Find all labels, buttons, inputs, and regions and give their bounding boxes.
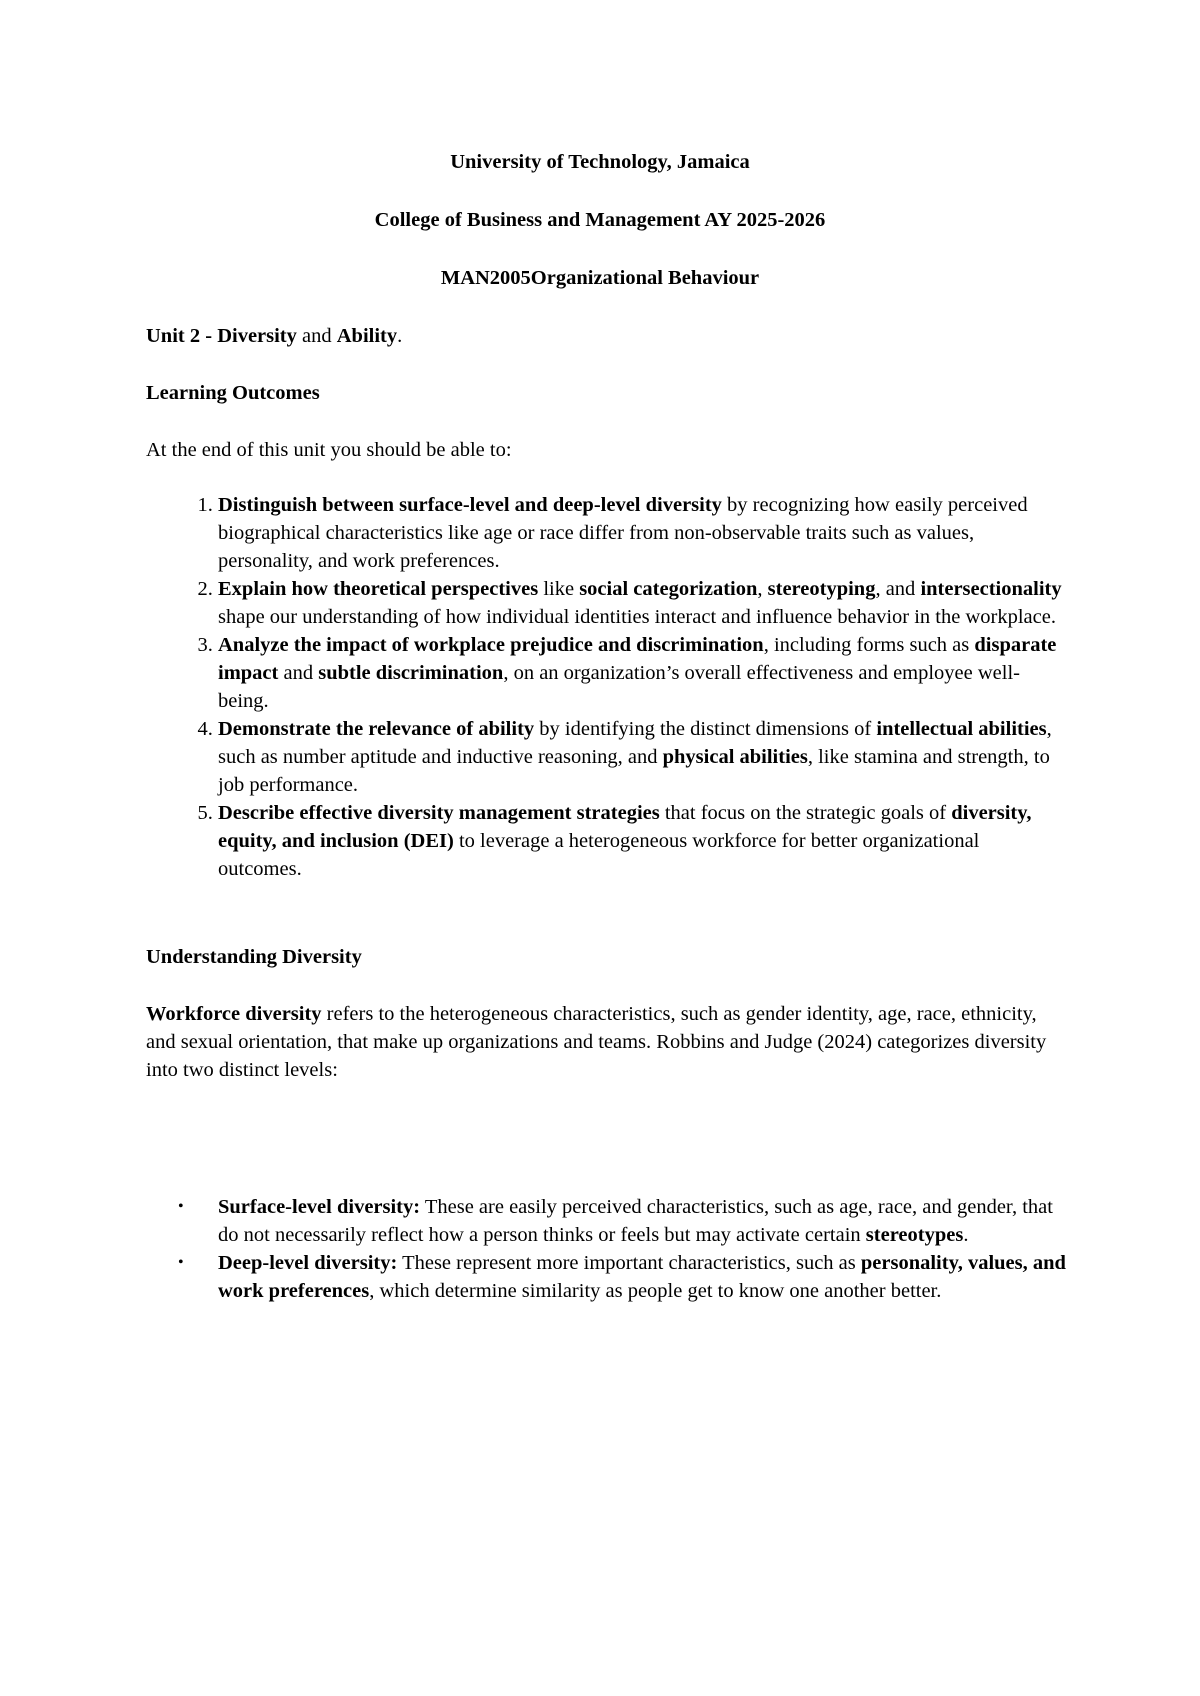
learning-outcomes-list [146,491,1066,883]
outcome-bold: intellectual abilities [876,718,1047,740]
paragraph-bold: Workforce diversity [146,1003,322,1025]
outcome-text: , [757,578,768,600]
unit-diversity: Diversity [217,325,297,347]
learning-outcomes-intro: At the end of this unit you should be able to: [146,439,512,461]
outcome-text: , on an organization’s overall effectiveness and employee well-being. [218,662,1020,712]
paragraph-text: refers to the heterogeneous characteristics, such as gender identity, age, race, ethnicity, and sexual orientation, that make up organizations and teams. Robbins and Judge (2024) categorizes diversity into two distinct levels: [146,1003,1047,1081]
outcome-text: and [278,662,319,684]
understanding-diversity-heading: Understanding Diversity [146,946,362,968]
outcome-bold: Analyze the impact of workplace prejudice and discrimination [218,634,764,656]
outcome-bold: Describe effective diversity management strategies [218,802,660,824]
unit-prefix: Unit 2 - [146,325,218,347]
college-title: College of Business and Management AY 2025-2026 [374,209,826,231]
outcome-bold: subtle discrimination [318,662,504,684]
outcome-text: that focus on the strategic goals of [659,802,952,824]
level-text: . [963,1224,969,1246]
outcome-bold: stereotyping [767,578,876,600]
outcome-item [218,631,1066,715]
outcome-bold: physical abilities [662,746,808,768]
outcome-text: by recognizing how easily perceived biographical characteristics like age or race differ from non-observable traits such as values, personality, and work preferences. [218,494,1028,572]
outcome-text: like [538,578,580,600]
level-bold: personality, values, and work preferences [218,1252,1066,1302]
outcome-bold: Distinguish between surface-level and deep-level diversity [218,494,722,516]
learning-outcomes-heading: Learning Outcomes [146,382,320,404]
course-title: MAN2005Organizational Behaviour [440,267,760,289]
outcome-bold: social categorization [579,578,758,600]
workforce-diversity-paragraph [146,1000,1066,1084]
outcome-text: shape our understanding of how individual identities interact and influence behavior in the workplace. [218,606,1056,628]
outcome-text: , including forms such as [763,634,975,656]
unit-ability: Ability [336,325,398,347]
level-text: These are easily perceived characteristics, such as age, race, and gender, that do not necessarily reflect how a person thinks or feels but may activate certain [218,1196,1053,1246]
level-item [178,1249,1066,1305]
unit-period: . [397,325,403,347]
level-bold: Surface-level diversity: [218,1196,421,1218]
level-bold: stereotypes [865,1224,964,1246]
bullet-icon: • [178,1198,184,1215]
diversity-levels-list [146,1193,1066,1305]
outcome-item [218,575,1066,631]
outcome-bold: Demonstrate the relevance of ability [218,718,535,740]
outcome-bold: diversity, equity, and inclusion (DEI) [218,802,1032,852]
outcome-bold: Explain how theoretical perspectives [218,578,539,600]
bullet-icon: • [178,1254,184,1271]
level-text: These represent more important characteristics, such as [397,1252,861,1274]
outcome-bold: disparate impact [218,634,1057,684]
outcome-text: , like stamina and strength, to job performance. [218,746,1050,796]
unit-and: and [296,325,337,347]
outcome-bold: intersectionality [920,578,1062,600]
level-item [178,1193,1066,1249]
level-text: , which determine similarity as people get to know one another better. [369,1280,942,1302]
outcome-text: by identifying the distinct dimensions of [534,718,877,740]
outcome-item [218,799,1066,883]
outcome-text: , such as number aptitude and inductive reasoning, and [218,718,1052,768]
unit-title [146,322,1066,350]
outcome-text: , and [875,578,921,600]
university-title: University of Technology, Jamaica [450,151,750,173]
outcome-text: to leverage a heterogeneous workforce for better organizational outcomes. [218,830,980,880]
outcome-item [218,491,1066,575]
outcome-item [218,715,1066,799]
level-bold: Deep-level diversity: [218,1252,398,1274]
